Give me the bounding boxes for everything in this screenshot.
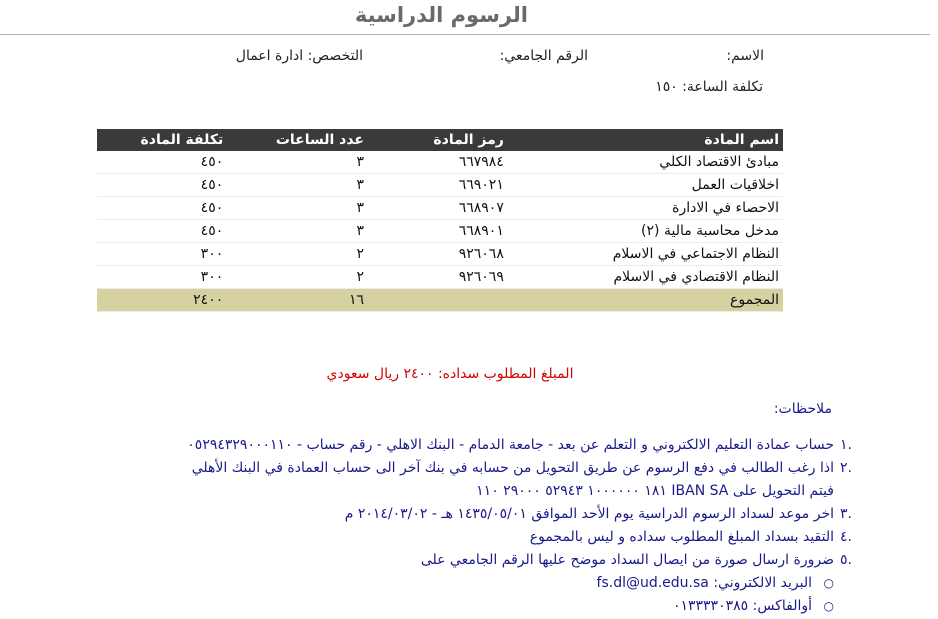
table-row: [97, 266, 783, 289]
fees-table: [97, 129, 783, 312]
note-item: [12, 503, 852, 526]
notes-title: ملاحظات:: [773, 401, 832, 417]
header-course-code: رمز المادة: [368, 129, 508, 151]
course-cost: ٣٠٠: [97, 243, 227, 266]
contact-fax-label: أوالفاكس:: [752, 598, 812, 614]
amount-due: المبلغ المطلوب سداده: ٢٤٠٠ ريال سعودي: [326, 366, 574, 382]
note-item: [12, 457, 852, 480]
course-code: ٩٢٦٠٦٩: [368, 266, 508, 289]
course-name: الاحصاء في الادارة: [508, 197, 783, 220]
course-cost: ٣٠٠: [97, 266, 227, 289]
header-course-name: اسم المادة: [508, 129, 783, 151]
note-text: اذا رغب الطالب في دفع الرسوم عن طريق التحويل من حسابه في بنك آخر الى حساب العمادة في البنك الأهلي: [191, 460, 834, 476]
note-number: .٢: [840, 460, 852, 476]
contact-email-value[interactable]: fs.dl@ud.edu.sa: [596, 575, 709, 591]
hour-cost-value: ١٥٠: [655, 79, 678, 95]
title-bar: [0, 0, 930, 35]
note-number: .٣: [840, 506, 852, 522]
course-cost: ٤٥٠: [97, 220, 227, 243]
course-code: ٩٢٦٠٦٨: [368, 243, 508, 266]
course-cost: ٤٥٠: [97, 174, 227, 197]
course-hours: ٢: [227, 243, 368, 266]
course-code: ٦٦٧٩٨٤: [368, 151, 508, 174]
course-code: ٦٦٨٩٠١: [368, 220, 508, 243]
course-name: النظام الاقتصادي في الاسلام: [508, 266, 783, 289]
student-id-label: الرقم الجامعي:: [499, 48, 588, 64]
note-text: التقيد بسداد المبلغ المطلوب سداده و ليس بالمجموع: [529, 529, 834, 545]
table-header-row: [97, 129, 783, 151]
course-cost: ٤٥٠: [97, 151, 227, 174]
note-item: [12, 434, 852, 457]
course-cost: ٤٥٠: [97, 197, 227, 220]
course-hours: ٣: [227, 174, 368, 197]
course-name: مدخل محاسبة مالية (٢): [508, 220, 783, 243]
bullet-icon: ○: [823, 599, 834, 613]
header-cost: تكلفة المادة: [97, 129, 227, 151]
total-code-empty: [368, 289, 508, 312]
contact-email-label: البريد الالكتروني:: [713, 575, 812, 591]
bullet-icon: ○: [823, 576, 834, 590]
student-name-label: الاسم:: [726, 48, 764, 64]
note-number: .٥: [840, 552, 852, 568]
table-row: [97, 151, 783, 174]
course-hours: ٣: [227, 220, 368, 243]
major-label: التخصص:: [307, 48, 363, 64]
note-text: ضرورة ارسال صورة من ايصال السداد موضح عليها الرقم الجامعي على: [420, 552, 834, 568]
note-text: حساب عمادة التعليم الالكتروني و التعلم عن بعد - جامعة الدمام - البنك الاهلي - رقم حساب - ٠٥٢٩٤٣٢٩٠٠٠١١٠: [187, 437, 834, 453]
total-row: [97, 289, 783, 312]
total-label: المجموع: [508, 289, 783, 312]
major-value: ادارة اعمال: [235, 48, 304, 64]
contact-fax-value: ٠١٣٣٣٣٠٣٨٥: [672, 598, 749, 614]
note-number: .٤: [840, 529, 852, 545]
contact-fax: [12, 595, 852, 618]
course-hours: ٣: [227, 197, 368, 220]
table-row: [97, 197, 783, 220]
note-item: [12, 526, 852, 549]
header-hours: عدد الساعات: [227, 129, 368, 151]
course-hours: ٣: [227, 151, 368, 174]
table-row: [97, 243, 783, 266]
table-row: [97, 220, 783, 243]
table-row: [97, 174, 783, 197]
contact-email: [12, 572, 852, 595]
page-title: الرسوم الدراسية: [354, 3, 528, 27]
hour-cost-label: تكلفة الساعة:: [682, 79, 763, 95]
note-number: .١: [840, 437, 852, 453]
total-hours: ١٦: [227, 289, 368, 312]
course-name: النظام الاجتماعي في الاسلام: [508, 243, 783, 266]
course-hours: ٢: [227, 266, 368, 289]
note-text-iban: فيتم التحويل على IBAN SA ١٨١ ١٠٠٠٠٠٠ ٥٢٩٤٣ ٢٩٠٠٠ ١١٠: [476, 483, 834, 499]
notes-list: [12, 434, 852, 618]
course-code: ٦٦٨٩٠٧: [368, 197, 508, 220]
note-item-continuation: [12, 480, 852, 503]
course-name: اخلاقيات العمل: [508, 174, 783, 197]
note-item: [12, 549, 852, 572]
student-major: [236, 48, 363, 64]
course-code: ٦٦٩٠٢١: [368, 174, 508, 197]
note-text: اخر موعد لسداد الرسوم الدراسية يوم الأحد الموافق ١٤٣٥/٠٥/٠١ هـ - ٢٠١٤/٠٣/٠٢ م: [344, 506, 834, 522]
total-cost: ٢٤٠٠: [97, 289, 227, 312]
hour-cost: [655, 79, 763, 95]
course-name: مبادئ الاقتصاد الكلي: [508, 151, 783, 174]
